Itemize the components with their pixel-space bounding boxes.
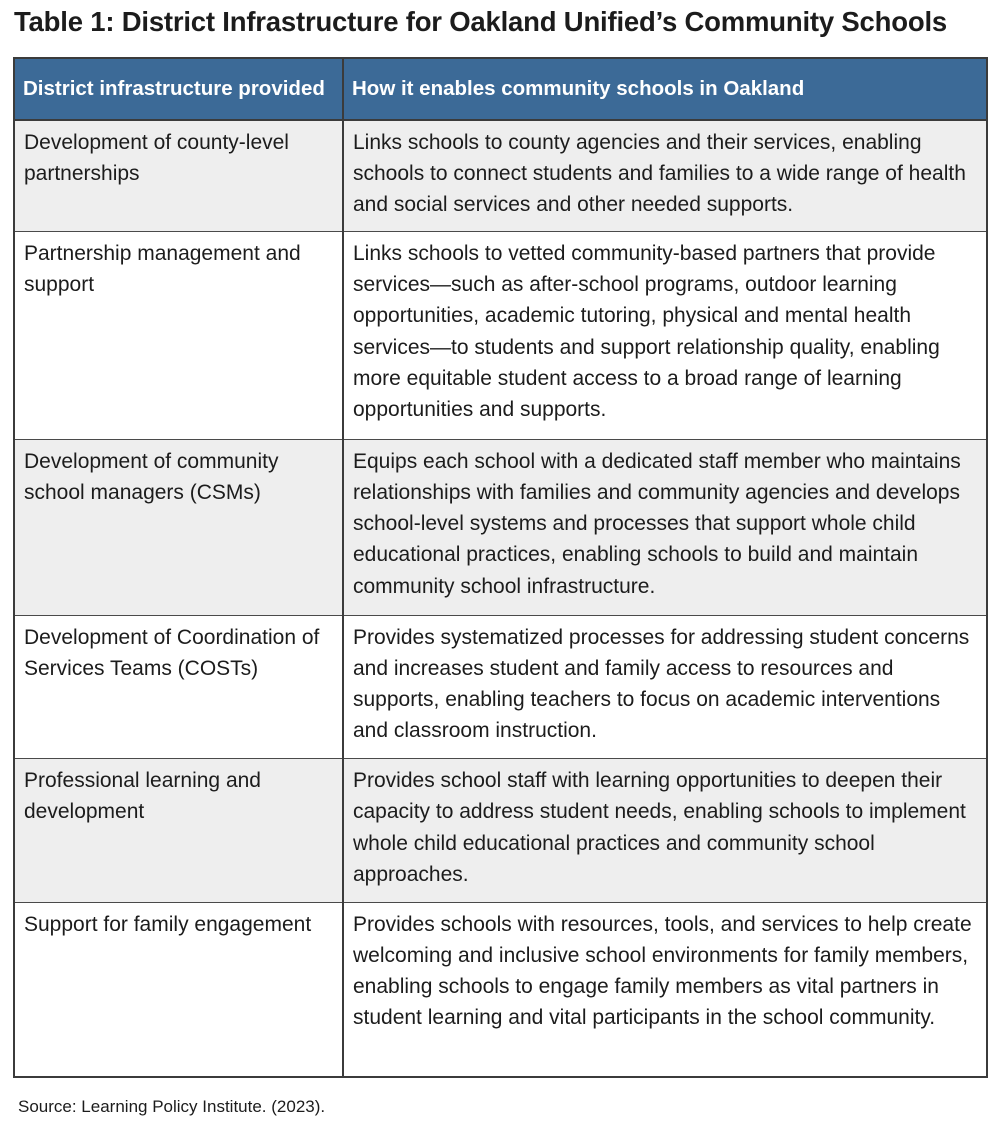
how-cell: Provides systematized processes for addressing student concerns and increases student and family access to resources and supports, enabling teachers to focus on academic interventions and classroom instruction. bbox=[343, 615, 986, 759]
how-cell: Provides school staff with learning opportunities to deepen their capacity to address student needs, enabling schools to implement whole child educational practices and community school approaches. bbox=[343, 759, 986, 903]
column-header-how: How it enables community schools in Oakland bbox=[343, 59, 986, 120]
infrastructure-cell: Development of Coordination of Services Teams (COSTs) bbox=[15, 615, 343, 759]
table-row bbox=[15, 439, 986, 615]
table-title: Table 1: District Infrastructure for Oakland Unified’s Community Schools bbox=[14, 6, 947, 37]
infrastructure-cell: Development of county-level partnerships bbox=[15, 120, 343, 231]
table-row bbox=[15, 759, 986, 903]
infrastructure-table bbox=[13, 57, 988, 1078]
how-cell: Equips each school with a dedicated staff member who maintains relationships with families and community agencies and develops school-level systems and processes that support whole child educational practices, enabling schools to build and maintain community school infrastructure. bbox=[343, 439, 986, 615]
source-note: Source: Learning Policy Institute. (2023). bbox=[18, 1097, 326, 1116]
table-row bbox=[15, 231, 986, 439]
header-row bbox=[15, 59, 986, 120]
infrastructure-cell: Support for family engagement bbox=[15, 902, 343, 1076]
how-cell: Links schools to vetted community-based partners that provide services—such as after-school programs, outdoor learning opportunities, academic tutoring, physical and mental health services—to students and support relationship quality, enabling more equitable student access to a broad range of learning opportunities and supports. bbox=[343, 231, 986, 439]
infrastructure-cell: Partnership management and support bbox=[15, 231, 343, 439]
infrastructure-cell: Professional learning and development bbox=[15, 759, 343, 903]
how-cell: Provides schools with resources, tools, and services to help create welcoming and inclusive school environments for family members, enabling schools to engage family members as vital partners in student learning and vital participants in the school community. bbox=[343, 902, 986, 1076]
table-row bbox=[15, 615, 986, 759]
how-cell: Links schools to county agencies and their services, enabling schools to connect students and families to a wide range of health and social services and other needed supports. bbox=[343, 120, 986, 231]
table-row bbox=[15, 902, 986, 1076]
table-row bbox=[15, 120, 986, 231]
infrastructure-cell: Development of community school managers (CSMs) bbox=[15, 439, 343, 615]
column-header-infrastructure: District infrastructure provided bbox=[15, 59, 343, 120]
